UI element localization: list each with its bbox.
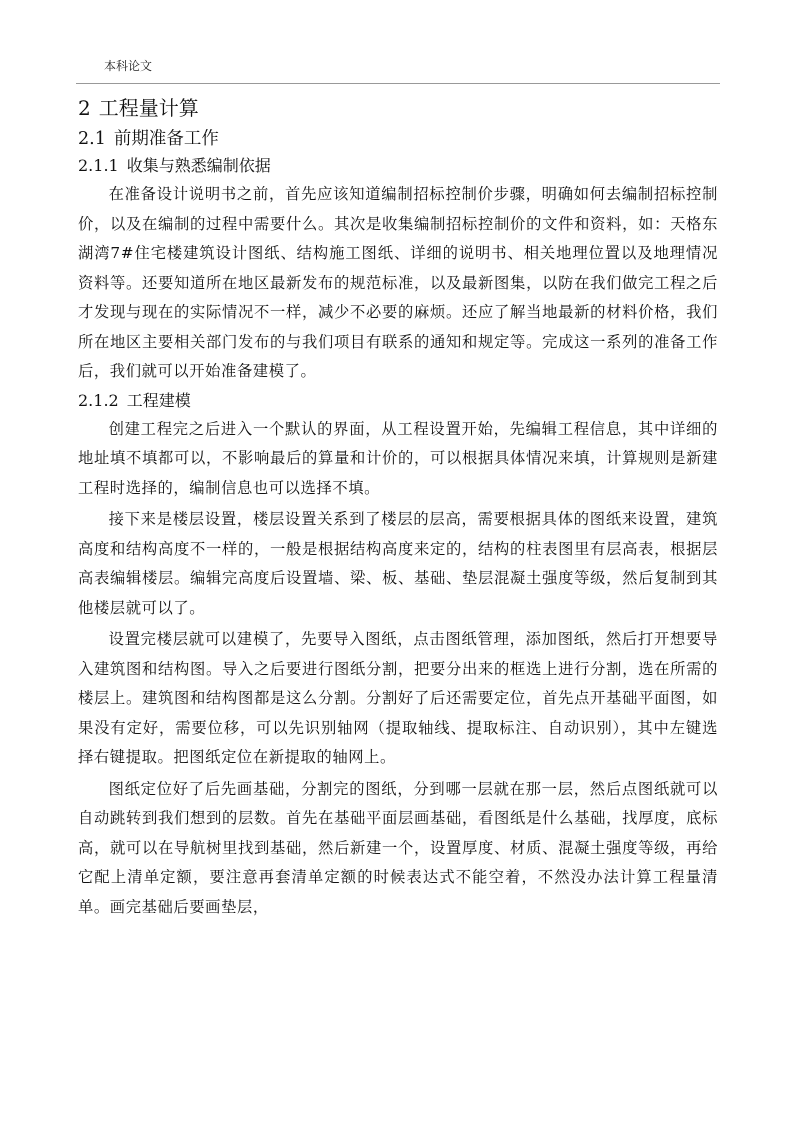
- paragraph: 接下来是楼层设置，楼层设置关系到了楼层的层高，需要根据具体的图纸来设置，建筑高度和结构高度不一样的，一般是根据结构高度来定的，结构的柱表图里有层高表，根据层高表编辑楼层。编辑完高度后设置墙、梁、板、基础、垫层混凝土强度等级，然后复制到其他楼层就可以了。: [78, 510, 718, 617]
- subsection-title: 收集与熟悉编制依据: [126, 156, 271, 175]
- section-title: 前期准备工作: [113, 129, 219, 149]
- chapter-number: 2: [78, 96, 91, 120]
- subsection-title: 工程建模: [126, 390, 191, 410]
- paragraph: 创建工程完之后进入一个默认的界面，从工程设置开始，先编辑工程信息，其中详细的地址填不填都可以，不影响最后的算量和计价的，可以根据具体情况来填，计算规则是新建工程时选择的，编制信息也可以选择不填。: [78, 419, 718, 497]
- paragraph: 设置完楼层就可以建模了，先要导入图纸，点击图纸管理，添加图纸，然后打开想要导入建筑图和结构图。导入之后要进行图纸分割，把要分出来的框选上进行分割，选在所需的楼层上。建筑图和结构图都是这么分割。分割好了后还需要定位，首先点开基础平面图，如果没有定好，需要位移，可以先识别轴网（提取轴线、提取标注、自动识别），其中左键选择右键提取。把图纸定位在新提取的轴网上。: [78, 630, 718, 766]
- chapter-title: 工程量计算: [98, 96, 199, 120]
- paragraph: 在准备设计说明书之前，首先应该知道编制招标控制价步骤，明确如何去编制招标控制价，以及在编制的过程中需要什么。其次是收集编制招标控制价的文件和资料，如：天格东湖湾7#住宅楼建筑设计图纸、结构施工图纸、详细的说明书、相关地理位置以及地理情况资料等。还要知道所在地区最新发布的规范标准，以及最新图集，以防在我们做完工程之后才发现与现在的实际情况不一样，减少不必要的麻烦。还应了解当地最新的材料价格，我们所在地区主要相关部门发布的与我们项目有联系的通知和规定等。完成这一系列的准备工作后，我们就可以开始准备建模了。: [78, 185, 718, 380]
- section-heading: [78, 126, 718, 152]
- chapter-heading: [78, 94, 718, 122]
- page-content: [78, 94, 718, 924]
- running-header: 本科论文: [104, 59, 153, 73]
- section-number: 2.1: [78, 129, 106, 149]
- subsection-number: 2.1.2: [78, 390, 119, 410]
- subsection-heading: [78, 154, 718, 178]
- subsection-heading: [78, 389, 718, 413]
- subsection-number: 2.1.1: [78, 156, 119, 175]
- paragraph: 图纸定位好了后先画基础，分割完的图纸，分到哪一层就在那一层，然后点图纸就可以自动跳转到我们想到的层数。首先在基础平面层画基础，看图纸是什么基础，找厚度，底标高，就可以在导航树里找到基础，然后新建一个，设置厚度、材质、混凝土强度等级，再给它配上清单定额，要注意再套清单定额的时候表达式不能空着，不然没办法计算工程量清单。画完基础后要画垫层，: [78, 779, 718, 916]
- header-divider: [76, 83, 720, 84]
